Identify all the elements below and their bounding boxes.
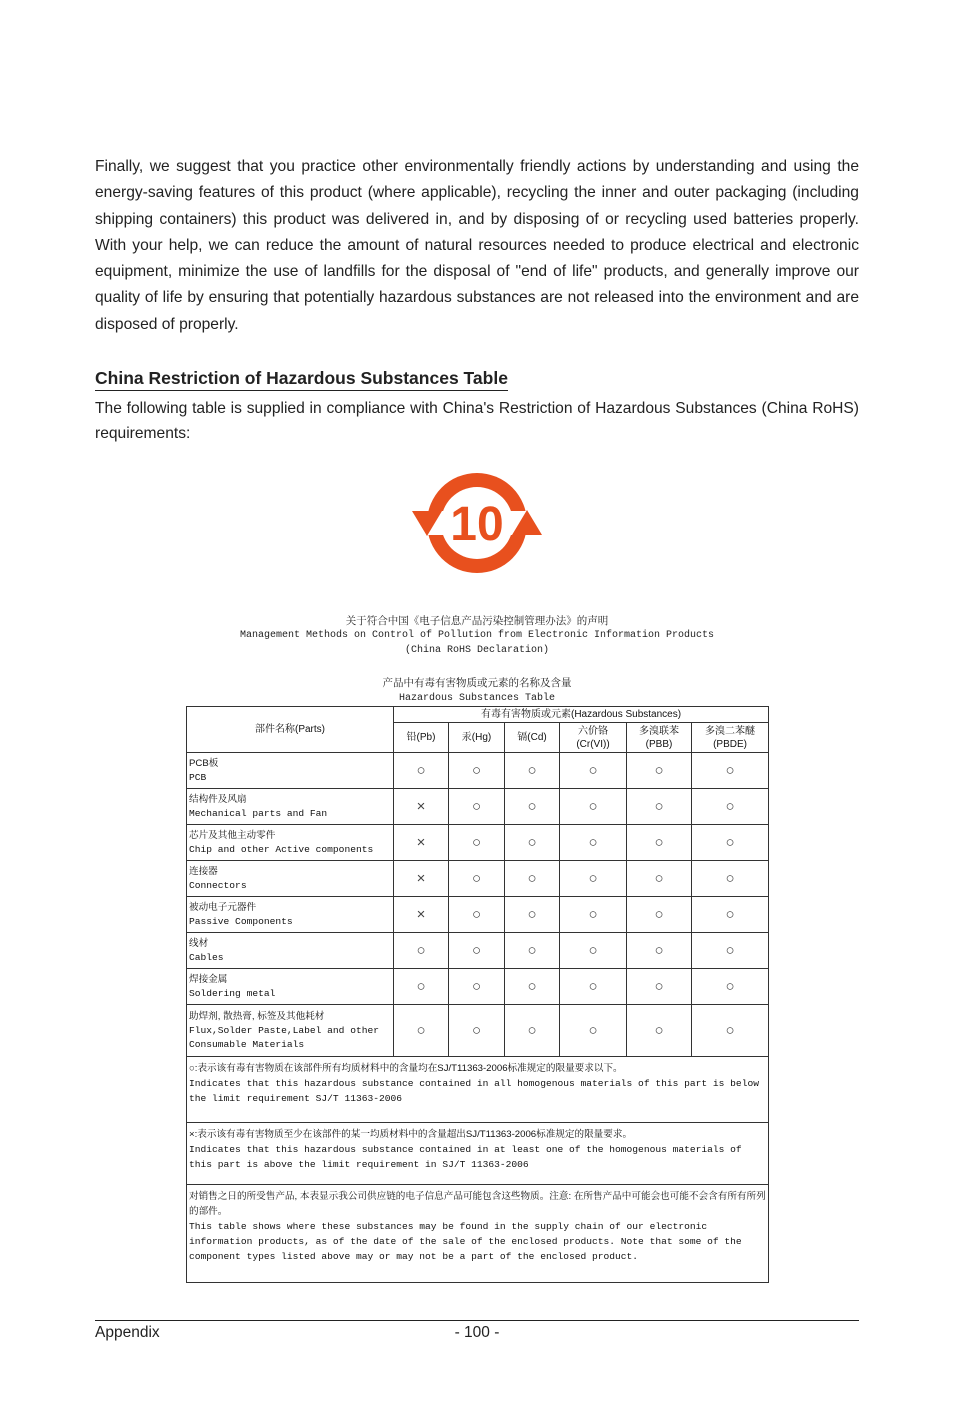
substance-mark: ○: [692, 897, 769, 933]
substance-symbol: (Cr(VI)): [576, 738, 610, 750]
section-description: The following table is supplied in compliance with China's Restriction of Hazardous Substances (China RoHS) requirements:: [95, 400, 859, 442]
substance-mark: ○: [560, 789, 627, 825]
substance-mark: ○: [560, 753, 627, 789]
table-row: [187, 933, 769, 969]
substance-mark: ○: [505, 969, 560, 1005]
table-title-cn: 产品中有毒有害物质或元素的名称及含量: [382, 677, 572, 689]
table-row: [187, 969, 769, 1005]
section-title: China Restriction of Hazardous Substances Table: [95, 367, 508, 391]
table-row: [187, 753, 769, 789]
substance-mark: ○: [560, 933, 627, 969]
substance-header-2: [505, 723, 560, 753]
substance-header-4: [627, 723, 692, 753]
substance-mark: ○: [449, 825, 505, 861]
parts-header: 部件名称(Parts): [187, 707, 394, 753]
substance-header-3: [560, 723, 627, 753]
substance-mark: ○: [560, 825, 627, 861]
part-name-cn: 被动电子元器件: [189, 901, 257, 913]
table-row: [187, 897, 769, 933]
note-text-en: This table shows where these substances may be found in the supply chain of our electronic information products, as of the date of the sale of the enclosed products. Note that some of the component types listed above may or may not be a part of the enclosed product.: [189, 1221, 742, 1262]
substance-mark: ○: [505, 861, 560, 897]
substance-symbol: (PBDE): [713, 738, 747, 750]
part-name-cn: 助焊剂, 散热膏, 标签及其他耗材: [189, 1010, 325, 1022]
substance-mark: ○: [627, 1005, 692, 1057]
table-note: [187, 1057, 769, 1123]
part-name-en: Chip and other Active components: [189, 843, 374, 855]
table-row: [187, 1005, 769, 1057]
hazardous-substances-table: [186, 706, 769, 1283]
declaration-title-cn: 关于符合中国《电子信息产品污染控制管理办法》的声明: [345, 615, 609, 627]
part-name-cn: 结构件及风扇: [189, 793, 247, 805]
footer-rule: [95, 1320, 859, 1321]
substance-mark: ○: [692, 861, 769, 897]
part-name-en: PCB: [189, 771, 207, 783]
part-name-en: Mechanical parts and Fan: [189, 807, 328, 819]
substance-mark: ○: [505, 789, 560, 825]
substance-mark: ○: [692, 789, 769, 825]
substance-header-5: [692, 723, 769, 753]
substance-mark: ○: [394, 969, 449, 1005]
part-name-en: Passive Components: [189, 915, 293, 927]
substance-header-1: [449, 723, 505, 753]
substance-mark: ○: [560, 861, 627, 897]
part-name-en: Cables: [189, 951, 224, 963]
substance-name-cn: 多溴联苯: [639, 725, 679, 737]
table-note: [187, 1123, 769, 1185]
substance-mark: ○: [505, 897, 560, 933]
part-cell: [187, 1005, 394, 1057]
substance-mark: ○: [627, 969, 692, 1005]
part-cell: [187, 861, 394, 897]
substance-mark: ○: [560, 969, 627, 1005]
substance-mark: ○: [627, 789, 692, 825]
declaration-title-en: Management Methods on Control of Pollution from Electronic Information Products: [239, 630, 715, 641]
part-name-en: Flux,Solder Paste,Label and other Consumable Materials: [189, 1024, 379, 1050]
substance-name-cn: 汞(Hg): [461, 732, 492, 743]
substance-mark: ○: [692, 1005, 769, 1057]
part-name-cn: 芯片及其他主动零件: [189, 829, 276, 841]
part-cell: [187, 897, 394, 933]
substance-header-0: [394, 723, 449, 753]
table-row: [187, 861, 769, 897]
substance-mark: ○: [394, 933, 449, 969]
footer-page-number: - 100 -: [454, 1324, 500, 1341]
substance-mark: ○: [394, 1005, 449, 1057]
note-text-cn: ○:表示该有毒有害物质在该部件所有均质材料中的含量均在SJ/T11363-2006标准规定的限量要求以下。: [189, 1063, 623, 1074]
part-cell: [187, 933, 394, 969]
part-name-cn: 连接器: [189, 865, 218, 877]
table-title-en: Hazardous Substances Table: [398, 693, 556, 704]
substance-mark: ○: [627, 897, 692, 933]
substance-mark: ○: [627, 861, 692, 897]
substance-mark: ○: [627, 753, 692, 789]
substance-mark: ○: [627, 825, 692, 861]
substance-mark: ○: [692, 825, 769, 861]
substances-group-header: 有毒有害物质或元素(Hazardous Substances): [394, 707, 769, 723]
note-text-en: Indicates that this hazardous substance contained in at least one of the homogenous materials of this part is above the limit requirement in SJ/T 11363-2006: [189, 1144, 742, 1170]
substance-mark: ○: [449, 933, 505, 969]
footer-section-label: Appendix: [95, 1324, 160, 1341]
substance-name-cn: 六价铬: [578, 725, 608, 737]
substance-mark: ○: [560, 897, 627, 933]
substance-mark: ○: [505, 933, 560, 969]
part-cell: [187, 969, 394, 1005]
table-row: [187, 789, 769, 825]
substance-mark: ○: [449, 789, 505, 825]
substance-mark: ○: [449, 753, 505, 789]
substance-mark: ○: [627, 933, 692, 969]
substance-name-cn: 镉(Cd): [517, 732, 547, 743]
substance-mark: ○: [449, 897, 505, 933]
intro-paragraph: Finally, we suggest that you practice other environmentally friendly actions by understanding and using the energy-saving features of this product (where applicable), recycling the inner and outer packaging (including shipping containers) this product was delivered in, and by disposing of or recycling used batteries properly. With your help, we can reduce the amount of natural resources needed to produce electrical and electronic equipment, minimize the use of landfills for the disposal of "end of life" products, and generally improve our quality of life by ensuring that potentially hazardous substances are not released into the environment and are disposed of properly.: [95, 158, 859, 333]
substance-mark: ×: [394, 789, 449, 825]
table-note: [187, 1185, 769, 1283]
part-cell: [187, 825, 394, 861]
china-rohs-10-logo: [410, 466, 544, 580]
substance-mark: ○: [560, 1005, 627, 1057]
part-name-en: Soldering metal: [189, 987, 276, 999]
substance-mark: ○: [692, 753, 769, 789]
part-name-cn: PCB板: [189, 757, 219, 769]
substance-name-cn: 多溴二苯醚: [705, 725, 756, 737]
substance-mark: ○: [505, 753, 560, 789]
substance-name-cn: 铅(Pb): [406, 732, 436, 743]
note-text-cn: ×:表示该有毒有害物质至少在该部件的某一均质材料中的含量超出SJ/T11363-2006标准规定的限量要求。: [189, 1129, 633, 1140]
substance-mark: ×: [394, 825, 449, 861]
substance-mark: ○: [692, 933, 769, 969]
part-cell: [187, 753, 394, 789]
substance-mark: ○: [449, 969, 505, 1005]
part-name-cn: 线材: [189, 937, 209, 949]
substance-mark: ○: [449, 1005, 505, 1057]
part-name-en: Connectors: [189, 879, 247, 891]
substance-mark: ×: [394, 861, 449, 897]
substance-symbol: (PBB): [645, 738, 673, 750]
table-row: [187, 825, 769, 861]
substance-mark: ○: [394, 753, 449, 789]
part-cell: [187, 789, 394, 825]
substance-mark: ×: [394, 897, 449, 933]
substance-mark: ○: [505, 825, 560, 861]
substance-mark: ○: [449, 861, 505, 897]
note-text-en: Indicates that this hazardous substance contained in all homogenous materials of this part is below the limit requirement SJ/T 11363-2006: [189, 1078, 759, 1104]
declaration-subtitle-en: (China RoHS Declaration): [404, 645, 550, 656]
substance-mark: ○: [692, 969, 769, 1005]
logo-number: 10: [450, 498, 504, 551]
note-text-cn: 对销售之日的所受售产品, 本表显示我公司供应链的电子信息产品可能包含这些物质。注意: 在所售产品中可能会也可能不会含有所有所列的部件。: [189, 1191, 766, 1217]
part-name-cn: 焊接金属: [189, 973, 228, 985]
substance-mark: ○: [505, 1005, 560, 1057]
